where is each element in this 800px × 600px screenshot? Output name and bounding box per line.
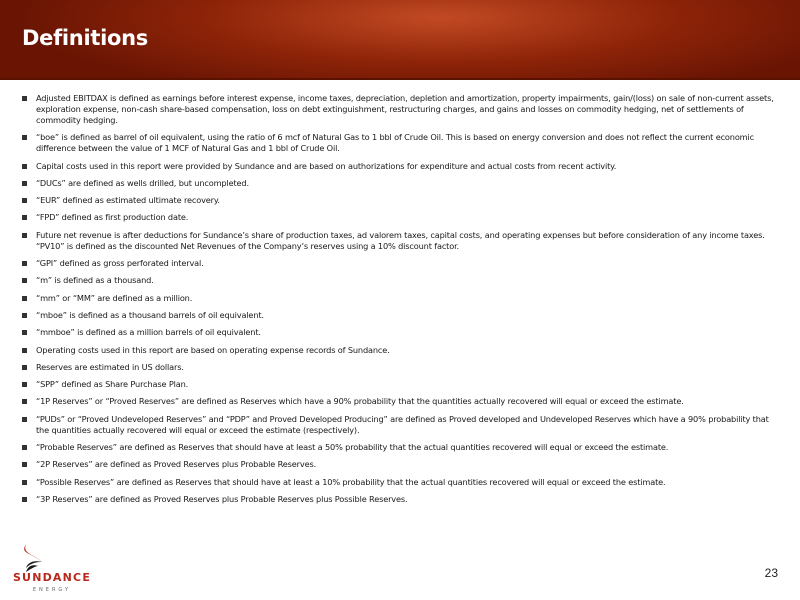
definition-item	[22, 230, 778, 252]
definition-item	[22, 396, 778, 407]
definition-text: “GPI” defined as gross perforated interval.	[36, 258, 204, 269]
definition-item	[22, 459, 778, 470]
definition-item	[22, 161, 778, 172]
definition-item	[22, 293, 778, 304]
definition-text: “1P Reserves” or “Proved Reserves” are defined as Reserves which have a 90% probability that the quantities actually recovered will equal or exceed the estimate.	[36, 396, 684, 407]
definition-text: “DUCs” are defined as wells drilled, but uncompleted.	[36, 177, 249, 188]
definition-text: Reserves are estimated in US dollars.	[36, 361, 184, 372]
definition-text: “EUR” defined as estimated ultimate recovery.	[36, 195, 220, 206]
definition-text: “mm” or “MM” are defined as a million.	[36, 292, 193, 303]
sundance-logo	[12, 540, 92, 595]
definition-text: Operating costs used in this report are based on operating expense records of Sundance.	[36, 344, 390, 355]
square-bullet-icon	[22, 462, 27, 467]
definition-text: “mmboe” is defined as a million barrels of oil equivalent.	[36, 327, 261, 338]
header-banner	[0, 0, 800, 78]
definition-text: Future net revenue is after deductions for Sundance’s share of production taxes, ad valorem taxes, capital costs, and operating expenses but before consideration of any income taxes. “PV10” is defined as the discounted Net Revenues of the Company’s reserves using a 10% discount factor.	[36, 229, 765, 251]
logo-text: SUNDANCE	[12, 571, 92, 584]
definition-item	[22, 494, 778, 505]
definition-text: “mboe” is defined as a thousand barrels of oil equivalent.	[36, 309, 264, 320]
square-bullet-icon	[22, 96, 27, 101]
definition-item	[22, 275, 778, 286]
square-bullet-icon	[22, 181, 27, 186]
square-bullet-icon	[22, 382, 27, 387]
square-bullet-icon	[22, 261, 27, 266]
definition-text: Capital costs used in this report were provided by Sundance and are based on authorizations for expenditure and actual costs from recent activity.	[36, 160, 617, 171]
definition-text: “2P Reserves” are defined as Proved Reserves plus Probable Reserves.	[36, 459, 317, 470]
definition-text: “FPD” defined as first production date.	[36, 212, 189, 223]
square-bullet-icon	[22, 233, 27, 238]
definition-item	[22, 362, 778, 373]
square-bullet-icon	[22, 313, 27, 318]
header-divider	[0, 78, 800, 80]
page-title: Definitions	[22, 26, 148, 50]
definition-item	[22, 178, 778, 189]
definition-item	[22, 93, 778, 126]
definition-item	[22, 414, 778, 436]
definition-item	[22, 379, 778, 390]
square-bullet-icon	[22, 365, 27, 370]
page-number: 23	[764, 566, 778, 580]
square-bullet-icon	[22, 215, 27, 220]
definition-item	[22, 477, 778, 488]
definition-text: “SPP” defined as Share Purchase Plan.	[36, 379, 189, 390]
definition-item	[22, 442, 778, 453]
square-bullet-icon	[22, 135, 27, 140]
definition-text: “boe” is defined as barrel of oil equivalent, using the ratio of 6 mcf of Natural Gas to 1 bbl of Crude Oil. This is based on energy conversion and does not reflect the current economic difference between the value of 1 MCF of Natural Gas and 1 bbl of Crude Oil.	[36, 132, 754, 154]
definition-item	[22, 345, 778, 356]
square-bullet-icon	[22, 399, 27, 404]
definitions-list	[22, 93, 778, 511]
definition-item	[22, 258, 778, 269]
definition-text: “PUDs” or “Proved Undeveloped Reserves” and “PDP” and Proved Developed Producing” are defined as Proved developed and Undeveloped Reserves which have a 90% probability that the quantities actually recovered will equal or exceed the estimate (respectively).	[36, 413, 769, 435]
square-bullet-icon	[22, 296, 27, 301]
definition-text: “Probable Reserves” are defined as Reserves that should have at least a 50% probability that the actual quantities recovered will equal or exceed the estimate.	[36, 442, 669, 453]
definition-text: Adjusted EBITDAX is defined as earnings before interest expense, income taxes, depreciation, depletion and amortization, property impairments, gain/(loss) on sale of non-current assets, exploration expense, non-cash share-based compensation, loss on debt extinguishment, restructuring charges, and gains and losses on commodity hedging, net of settlements of commodity hedging.	[36, 93, 774, 125]
square-bullet-icon	[22, 417, 27, 422]
definition-item	[22, 132, 778, 154]
square-bullet-icon	[22, 278, 27, 283]
square-bullet-icon	[22, 497, 27, 502]
definition-text: “3P Reserves” are defined as Proved Reserves plus Probable Reserves plus Possible Reserves.	[36, 493, 408, 504]
definition-item	[22, 195, 778, 206]
square-bullet-icon	[22, 330, 27, 335]
square-bullet-icon	[22, 198, 27, 203]
definition-item	[22, 327, 778, 338]
definition-text: “Possible Reserves” are defined as Reserves that should have at least a 10% probability that the actual quantities recovered will equal or exceed the estimate.	[36, 476, 666, 487]
logo-subtext: ENERGY	[32, 587, 72, 593]
definition-text: “m” is defined as a thousand.	[36, 275, 154, 286]
square-bullet-icon	[22, 480, 27, 485]
definition-item	[22, 212, 778, 223]
square-bullet-icon	[22, 348, 27, 353]
square-bullet-icon	[22, 445, 27, 450]
definition-item	[22, 310, 778, 321]
square-bullet-icon	[22, 164, 27, 169]
